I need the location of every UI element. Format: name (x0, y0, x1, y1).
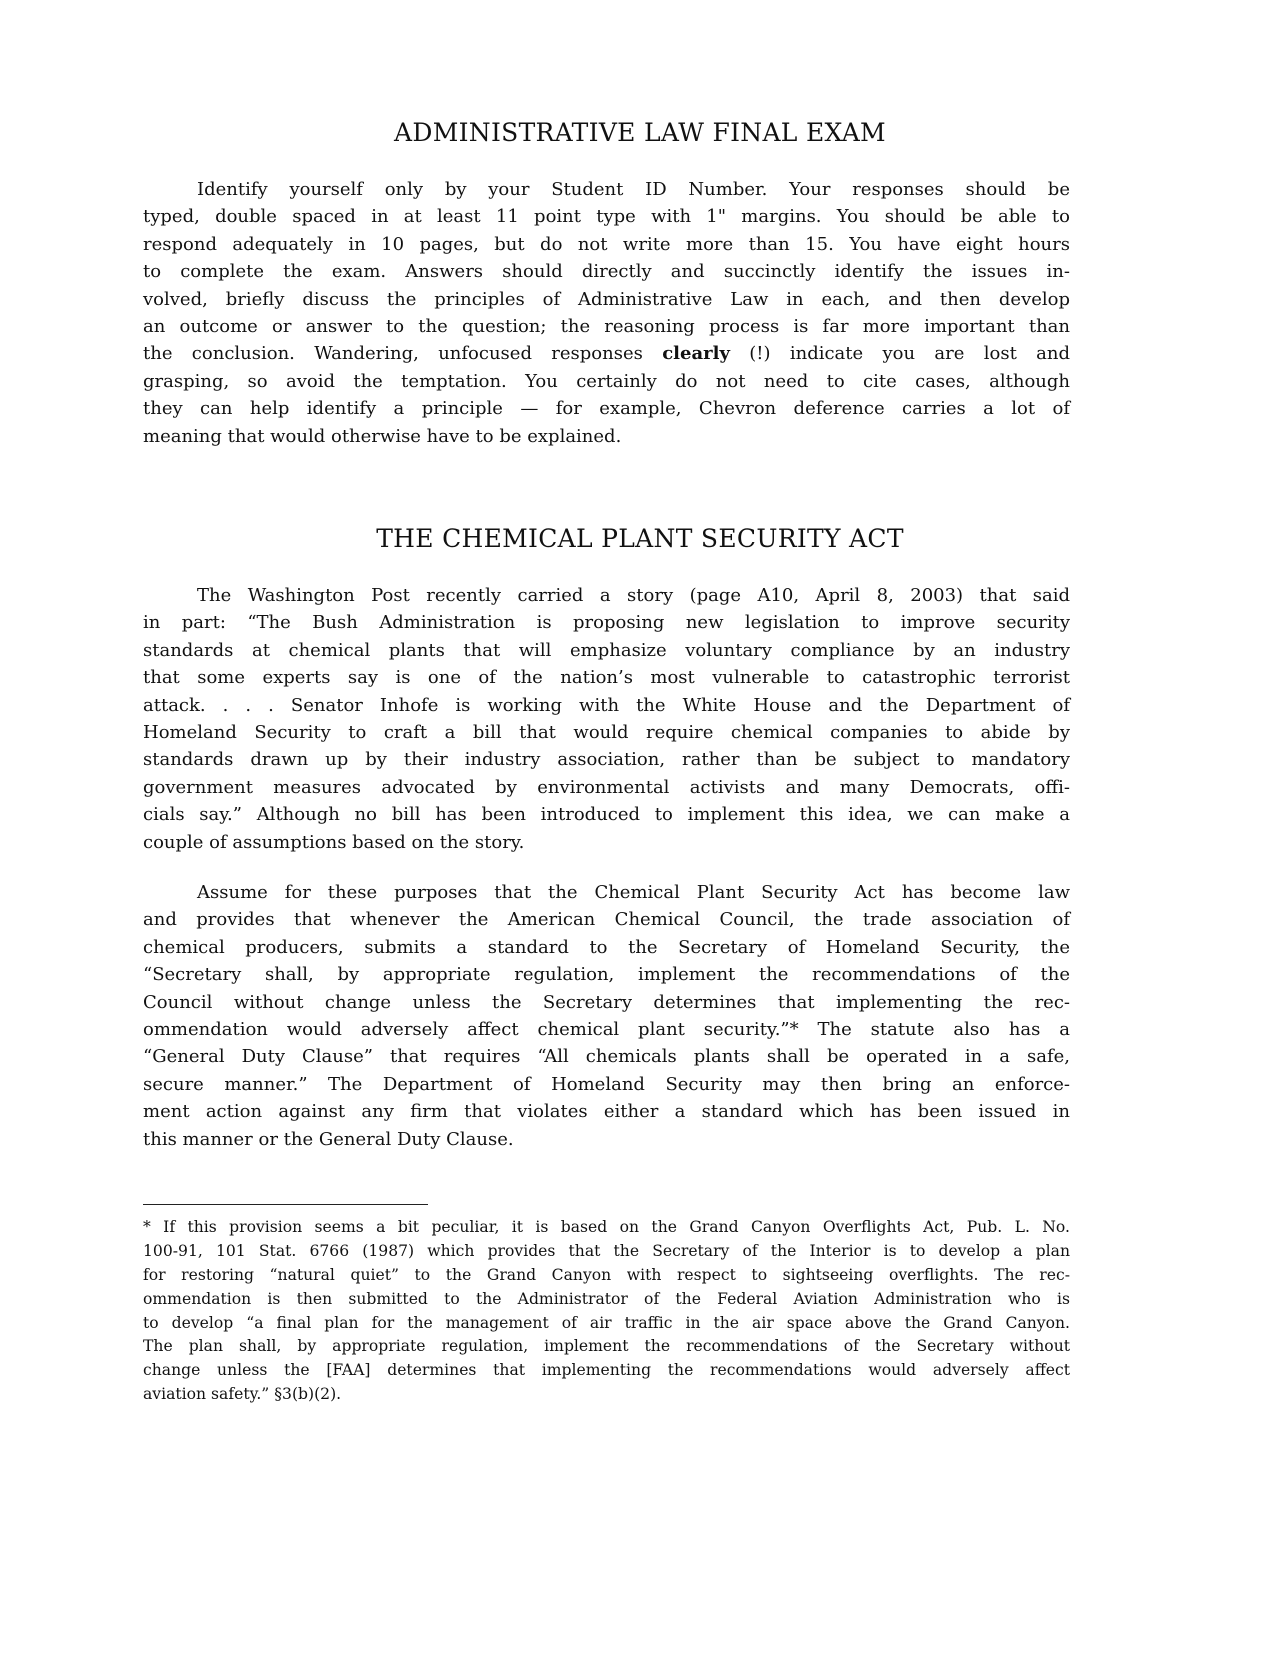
text-segment: the conclusion. Wandering, unfocused responses (143, 343, 663, 365)
text-line: couple of assumptions based on the story. (143, 831, 525, 853)
exam-title: ADMINISTRATIVE LAW FINAL EXAM (394, 118, 886, 147)
text-line: standards at chemical plants that will emphasize voluntary compliance by an industry (143, 639, 1070, 661)
section-title: THE CHEMICAL PLANT SECURITY ACT (376, 524, 904, 553)
text-line: to complete the exam. Answers should directly and succinctly identify the issues in- (143, 261, 1070, 283)
text-line: Identify yourself only by your Student ID Number. Your responses should be (197, 179, 1070, 200)
text-line: Council without change unless the Secretary determines that implementing the rec- (143, 991, 1070, 1013)
text-line: cials say.” Although no bill has been introduced to implement this idea, we can make a (143, 804, 1070, 826)
text-line: respond adequately in 10 pages, but do not write more than 15. You have eight hours (143, 233, 1070, 255)
text-line: an outcome or answer to the question; the reasoning process is far more important than (143, 315, 1070, 337)
text-line: to develop “a final plan for the management of air traffic in the air space above the Grand Canyon. (143, 1313, 1070, 1332)
text-line: that some experts say is one of the nation’s most vulnerable to catastrophic terrorist (143, 667, 1070, 689)
text-line: secure manner.” The Department of Homeland Security may then bring an enforce- (143, 1073, 1070, 1095)
text-line: ment action against any firm that violates either a standard which has been issued in (143, 1101, 1070, 1123)
text-line: The plan shall, by appropriate regulation, implement the recommendations of the Secretary without (143, 1337, 1070, 1356)
text-line: * If this provision seems a bit peculiar, it is based on the Grand Canyon Overflights Act, Pub. L. No. (143, 1218, 1070, 1236)
text-line: and provides that whenever the American Chemical Council, the trade association of (143, 909, 1070, 931)
emphasis-text: clearly (662, 343, 730, 365)
text-line: meaning that would otherwise have to be explained. (143, 425, 622, 447)
text-line: “Secretary shall, by appropriate regulation, implement the recommendations of the (143, 964, 1070, 986)
text-line: this manner or the General Duty Clause. (143, 1128, 514, 1150)
story-paragraph (143, 582, 1070, 856)
text-line: chemical producers, submits a standard to the Secretary of Homeland Security, the (143, 936, 1070, 958)
text-line: government measures advocated by environmental activists and many Democrats, offi- (143, 776, 1070, 798)
text-line: Assume for these purposes that the Chemical Plant Security Act has become law (197, 882, 1070, 903)
text-line: ommendation would adversely affect chemical plant security.”* The statute also has a (143, 1018, 1070, 1040)
text-line: The Washington Post recently carried a story (page A10, April 8, 2003) that said (197, 585, 1070, 606)
text-line: Homeland Security to craft a bill that would require chemical companies to abide by (143, 721, 1070, 743)
text-line: ommendation is then submitted to the Administrator of the Federal Aviation Administration who is (143, 1289, 1070, 1308)
text-line: in part: “The Bush Administration is proposing new legislation to improve security (143, 612, 1070, 634)
text-line: 100-91, 101 Stat. 6766 (1987) which provides that the Secretary of the Interior is to develop a plan (143, 1241, 1070, 1260)
text-line: change unless the [FAA] determines that implementing the recommendations would adversely affect (143, 1361, 1070, 1380)
text-line: for restoring “natural quiet” to the Grand Canyon with respect to sightseeing overflights. The rec- (143, 1265, 1070, 1284)
instructions-paragraph (143, 176, 1070, 450)
text-line: attack. . . . Senator Inhofe is working with the White House and the Department of (143, 694, 1070, 716)
text-line: they can help identify a principle — for example, Chevron deference carries a lot of (143, 398, 1070, 420)
text-segment: (!) indicate you are lost and (729, 343, 1070, 365)
text-line: typed, double spaced in at least 11 point type with 1" margins. You should be able to (143, 206, 1070, 228)
footnote-divider (143, 1204, 428, 1205)
text-line: “General Duty Clause” that requires “All chemicals plants shall be operated in a safe, (143, 1046, 1070, 1068)
text-line (143, 340, 1070, 367)
text-line: aviation safety.” §3(b)(2). (143, 1385, 342, 1404)
text-line: grasping, so avoid the temptation. You certainly do not need to cite cases, although (143, 370, 1070, 392)
text-line: volved, briefly discuss the principles of Administrative Law in each, and then develop (143, 288, 1070, 310)
text-line: standards drawn up by their industry association, rather than be subject to mandatory (143, 749, 1070, 771)
assumptions-paragraph (143, 879, 1070, 1153)
footnote (143, 1216, 1070, 1407)
